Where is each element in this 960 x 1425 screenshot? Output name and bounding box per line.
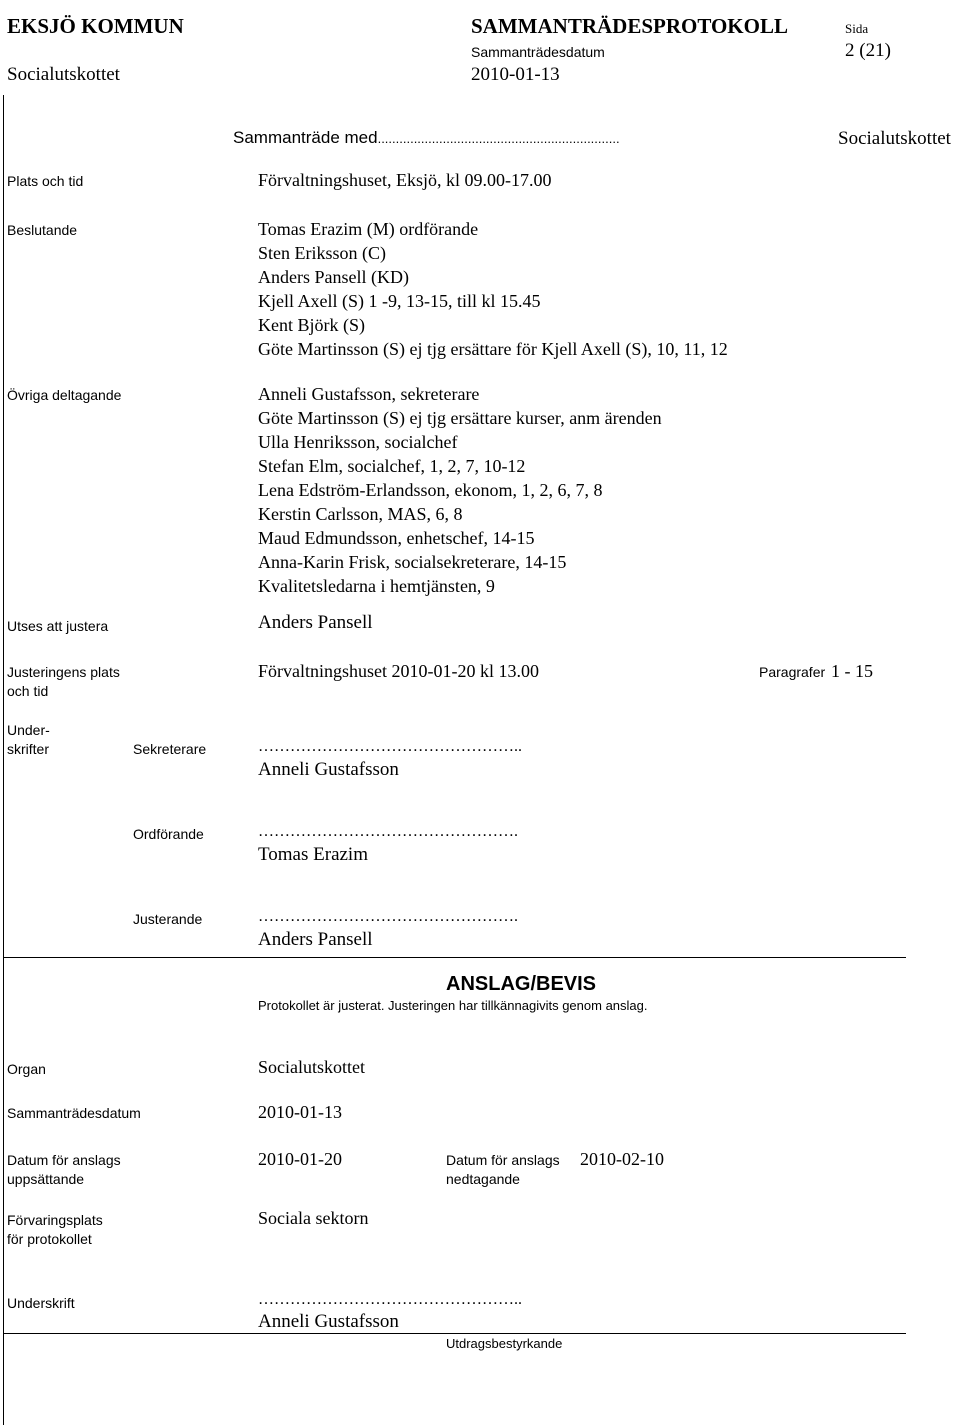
sida-label: Sida [845,21,869,36]
uppsattande-label-line1: Datum för anslags [7,1152,121,1168]
meeting-date: 2010-01-13 [471,64,560,85]
list-item: Lena Edström-Erlandsson, ekonom, 1, 2, 6, 7, 8 [258,480,603,500]
meeting-with-value: Socialutskottet [838,128,951,149]
organ-value: Socialutskottet [258,1057,365,1077]
list-item: Maud Edmundsson, enhetschef, 14-15 [258,528,535,548]
signature-line: …………………………………………. [258,908,518,925]
signature-name: Anneli Gustafsson [258,759,399,780]
justering-label-line2: och tid [7,683,49,699]
list-item: Kent Björk (S) [258,315,365,335]
underskrift-line: ………………………………………….. [258,1291,522,1308]
justering-value: Förvaltningshuset 2010-01-20 kl 13.00 [258,661,539,681]
underskrifter-label-line1: Under- [7,722,50,738]
list-item: Kjell Axell (S) 1 -9, 13-15, till kl 15.45 [258,291,541,311]
document-type: SAMMANTRÄDESPROTOKOLL [471,14,788,38]
ovriga-list [258,382,662,598]
committee-name: Socialutskottet [7,64,120,85]
left-border [3,95,4,1425]
utses-value: Anders Pansell [258,612,373,633]
nedtagande-label-line2: nedtagande [446,1171,520,1187]
underskrift-label: Underskrift [7,1295,75,1311]
org-name: EKSJÖ KOMMUN [7,14,184,38]
utdragsbestyrkande-label: Utdragsbestyrkande [446,1336,563,1351]
anslag-date-value: 2010-01-13 [258,1102,342,1122]
signature-role: Sekreterare [133,741,207,757]
anslag-date-label: Sammanträdesdatum [7,1105,141,1121]
meeting-with-label: Sammanträde med [233,128,378,147]
signature-role: Ordförande [133,826,204,842]
list-item: Stefan Elm, socialchef, 1, 2, 7, 10-12 [258,456,526,476]
signature-role: Justerande [133,911,203,927]
list-item: Anneli Gustafsson, sekreterare [258,384,480,404]
uppsattande-label-line2: uppsättande [7,1171,85,1187]
anslag-title: ANSLAG/BEVIS [446,973,597,995]
anslag-divider [3,957,906,958]
list-item: Göte Martinsson (S) ej tjg ersättare kurser, anm ärenden [258,408,662,428]
beslutande-label: Beslutande [7,222,78,238]
page-number: 2 (21) [845,40,891,61]
list-item: Ulla Henriksson, socialchef [258,432,458,452]
list-item: Sten Eriksson (C) [258,243,386,263]
meeting-date-label: Sammanträdesdatum [471,44,605,60]
signature-line: …………………………………………. [258,823,518,840]
anslag-text: Protokollet är justerat. Justeringen har tillkännagivits genom anslag. [258,998,648,1013]
list-item: Anders Pansell (KD) [258,267,409,287]
meeting-with-dots: ................................................................... [377,131,620,146]
nedtagande-value: 2010-02-10 [580,1149,664,1169]
forvaringsplats-label-line2: för protokollet [7,1231,92,1247]
signature-line: ………………………………………….. [258,738,522,755]
underskrift-name: Anneli Gustafsson [258,1311,399,1332]
plats-label: Plats och tid [7,173,84,189]
signature-name: Tomas Erazim [258,844,368,865]
forvaringsplats-value: Sociala sektorn [258,1208,369,1228]
underskrifter-label-line2: skrifter [7,741,49,757]
utses-label: Utses att justera [7,618,109,634]
list-item: Kvalitetsledarna i hemtjänsten, 9 [258,576,495,596]
beslutande-list [258,217,728,361]
list-item: Anna-Karin Frisk, socialsekreterare, 14-15 [258,552,567,572]
meeting-with-line [233,128,620,148]
nedtagande-label-line1: Datum för anslags [446,1152,560,1168]
paragrafer-value: 1 - 15 [831,661,873,681]
bottom-divider [3,1333,906,1334]
plats-value: Förvaltningshuset, Eksjö, kl 09.00-17.00 [258,170,552,190]
justering-label-line1: Justeringens plats [7,664,120,680]
list-item: Göte Martinsson (S) ej tjg ersättare för Kjell Axell (S), 10, 11, 12 [258,339,728,359]
list-item: Kerstin Carlsson, MAS, 6, 8 [258,504,463,524]
uppsattande-value: 2010-01-20 [258,1149,342,1169]
forvaringsplats-label-line1: Förvaringsplats [7,1212,103,1228]
signature-name: Anders Pansell [258,929,373,950]
organ-label: Organ [7,1061,46,1077]
list-item: Tomas Erazim (M) ordförande [258,219,479,239]
paragrafer-label: Paragrafer [759,664,826,680]
ovriga-label: Övriga deltagande [7,387,122,403]
